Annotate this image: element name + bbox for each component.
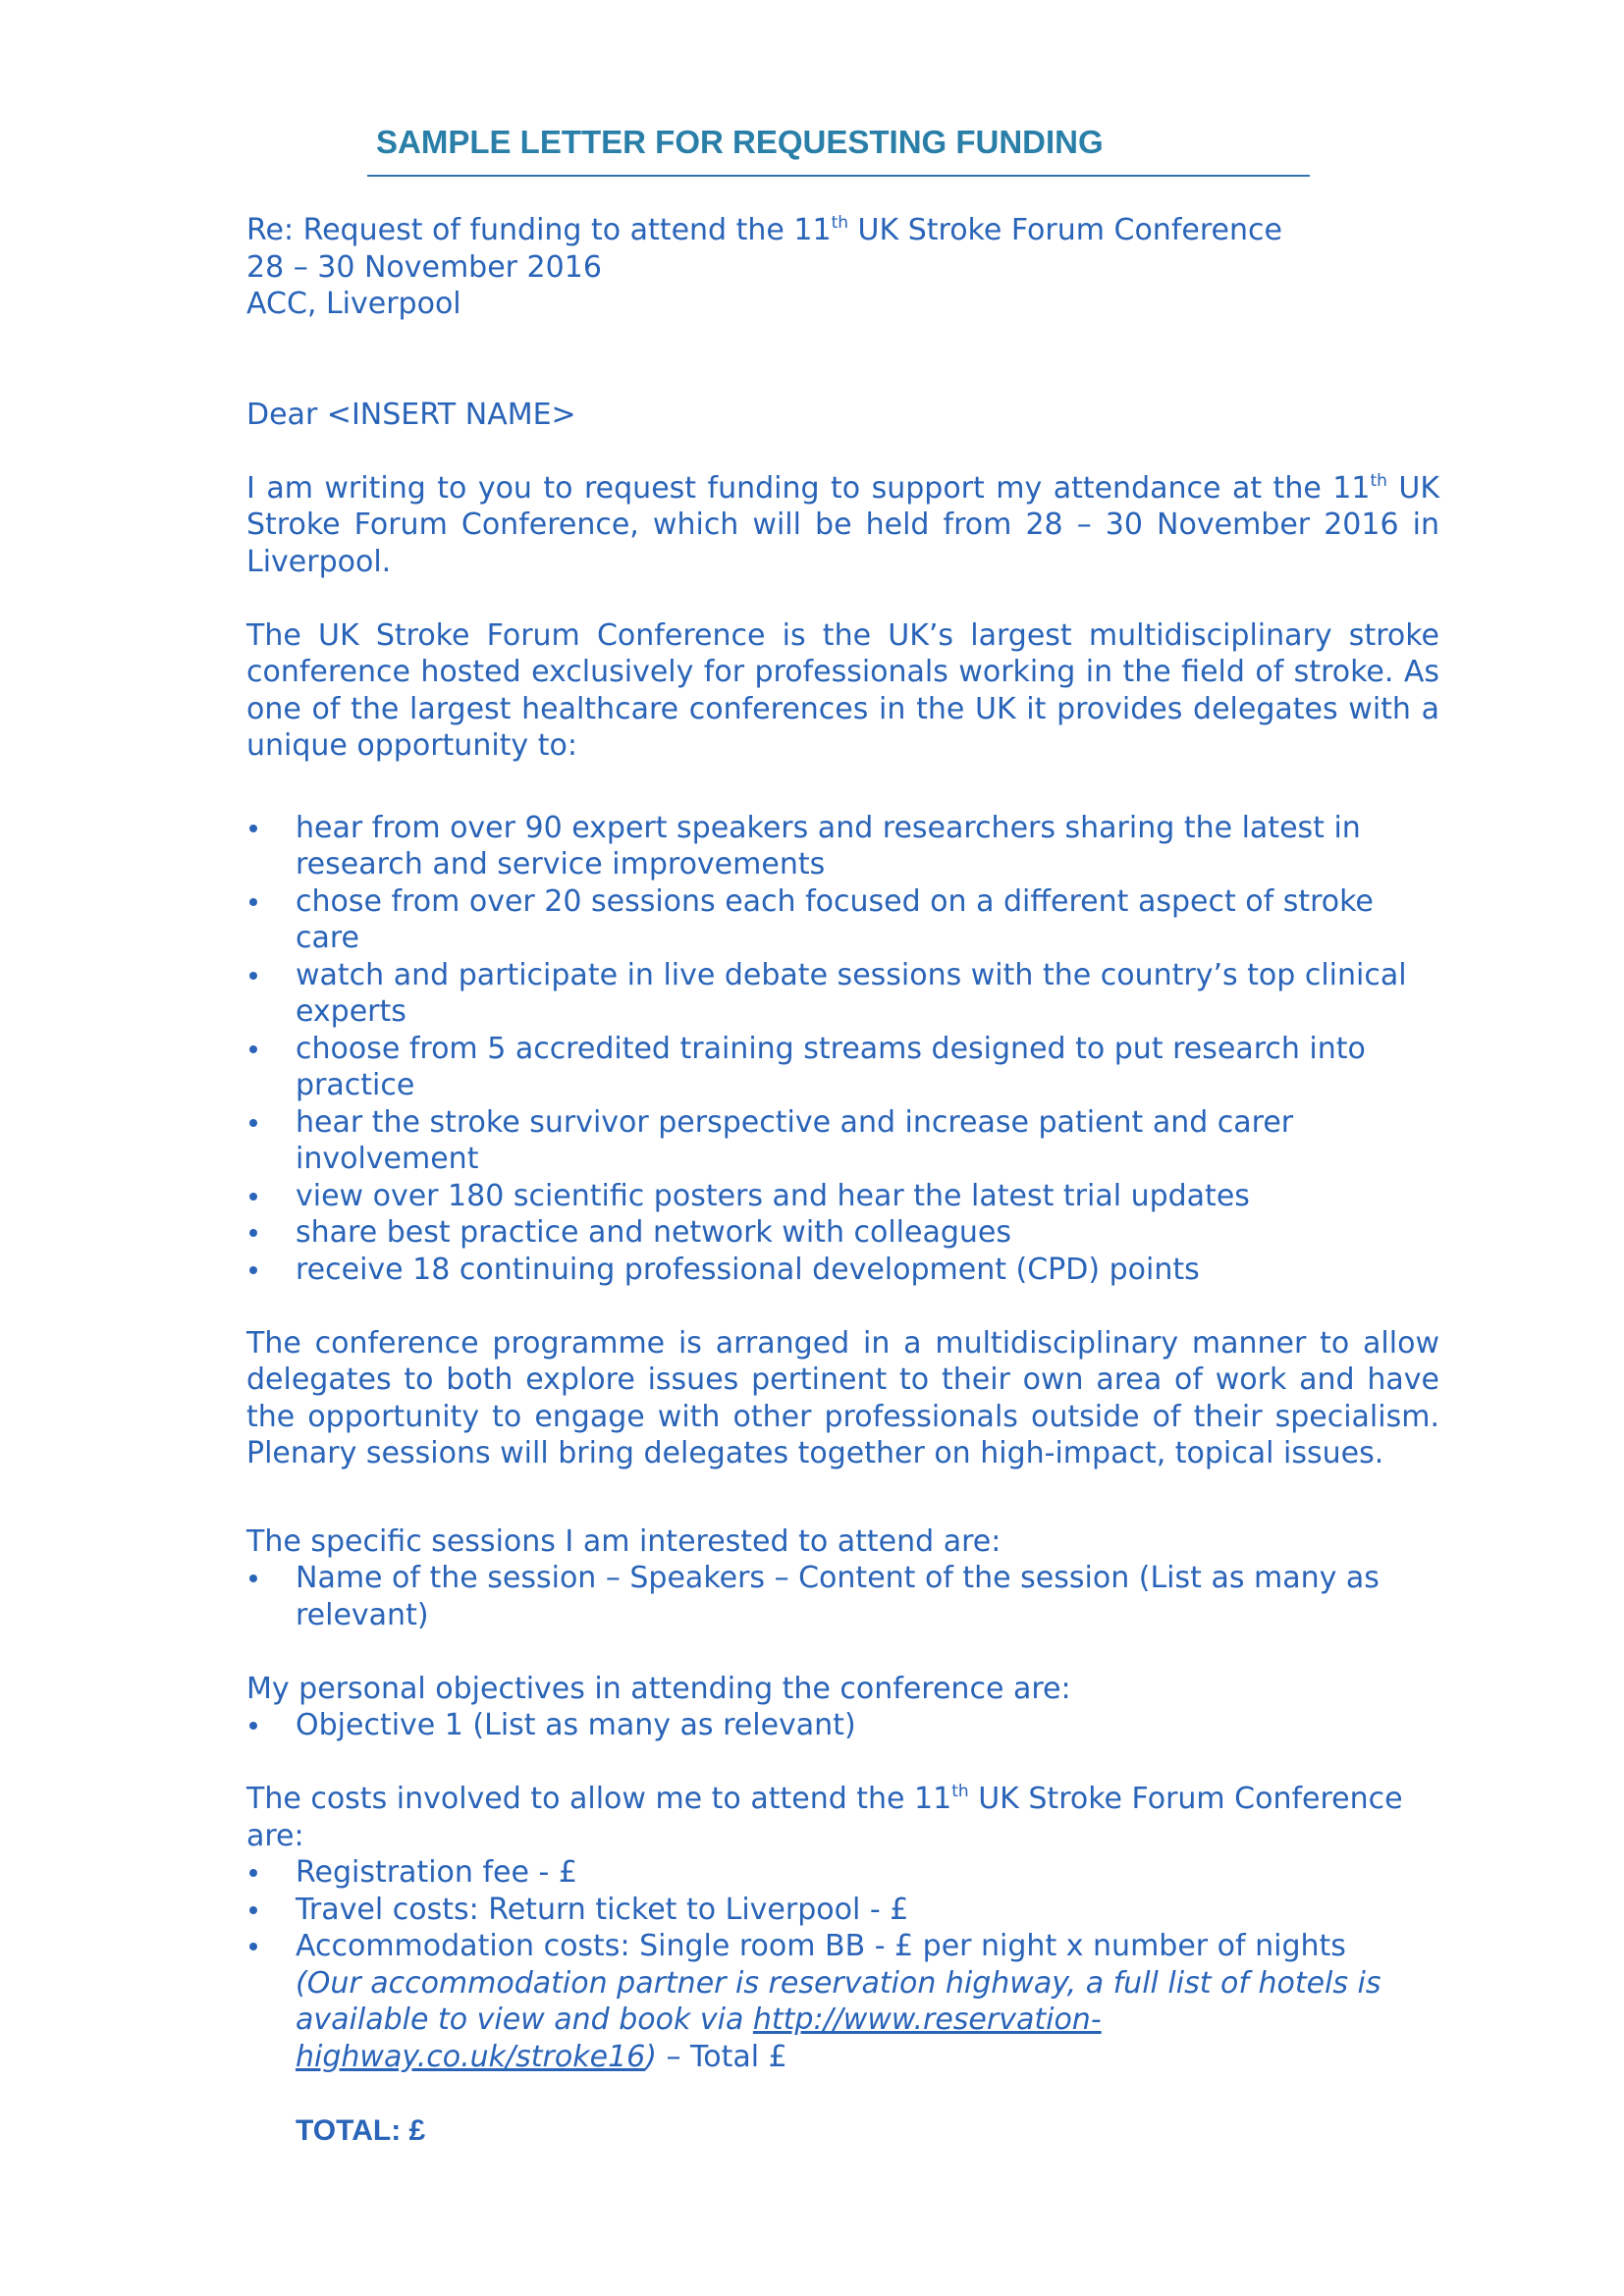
- document-title: SAMPLE LETTER FOR REQUESTING FUNDING: [376, 124, 1104, 160]
- sessions-list: [246, 1560, 1439, 1633]
- paragraph-intro: I am writing to you to request funding to support my attendance at the 11th UK Stroke Forum Conference, which will be held from 28 – 30 November 2016 in Liverpool.: [246, 470, 1439, 579]
- list-item: Travel costs: Return ticket to Liverpool - £: [246, 1892, 1439, 1929]
- paragraph-programme: The conference programme is arranged in a multidisciplinary manner to allow delegates to both explore issues pertinent to their own area of work and have the opportunity to engage with other professionals outside of their specialism. Plenary sessions will bring delegates together on high-impact, topical issues.: [246, 1325, 1439, 1470]
- list-item: choose from 5 accredited training streams designed to put research into practice: [246, 1031, 1439, 1104]
- paragraph-about: The UK Stroke Forum Conference is the UK’s largest multidisciplinary stroke conference hosted exclusively for professionals working in the field of stroke. As one of the largest healthcare conferences in the UK it provides delegates with a unique opportunity to:: [246, 617, 1439, 763]
- list-item: chose from over 20 sessions each focused on a different aspect of stroke care: [246, 883, 1439, 957]
- costs-list: [246, 1854, 1439, 2075]
- re-line-1: Re: Request of funding to attend the 11th UK Stroke Forum Conference: [246, 213, 1282, 247]
- costs-intro: The costs involved to allow me to attend the 11th UK Stroke Forum Conference are:: [246, 1782, 1403, 1853]
- list-item: view over 180 scientific posters and hear the latest trial updates: [246, 1178, 1439, 1215]
- list-item: hear from over 90 expert speakers and researchers sharing the latest in research and service improvements: [246, 810, 1439, 883]
- reservation-link[interactable]: http://www.reservation-highway.co.uk/stroke16: [296, 2002, 1102, 2074]
- list-item: hear the stroke survivor perspective and increase patient and carer involvement: [246, 1104, 1439, 1178]
- list-item: receive 18 continuing professional development (CPD) points: [246, 1252, 1439, 1289]
- list-item: watch and participate in live debate sessions with the country’s top clinical experts: [246, 957, 1439, 1031]
- salutation: Dear <INSERT NAME>: [246, 397, 576, 432]
- title-underline: [367, 175, 1310, 177]
- list-item: Registration fee - £: [246, 1854, 1439, 1892]
- list-item: Objective 1 (List as many as relevant): [246, 1707, 1439, 1744]
- objectives-list: [246, 1707, 1439, 1744]
- re-line-2: 28 – 30 November 2016: [246, 249, 602, 285]
- sessions-intro: The specific sessions I am interested to attend are:: [246, 1523, 1001, 1559]
- list-item: Accommodation costs: Single room BB - £ per night x number of nights (Our accommodation partner is reservation highway, a full list of hotels is available to view and book via http://www.reservation-highway.co.uk/stroke16) – Total £: [246, 1928, 1439, 2075]
- list-item: Name of the session – Speakers – Content of the session (List as many as relevant): [246, 1560, 1439, 1633]
- objectives-intro: My personal objectives in attending the conference are:: [246, 1671, 1071, 1706]
- re-line-3: ACC, Liverpool: [246, 287, 461, 321]
- total-line: TOTAL: £: [296, 2113, 426, 2147]
- benefits-list: [246, 810, 1439, 1289]
- letter-body: [246, 212, 1439, 2149]
- list-item: share best practice and network with colleagues: [246, 1214, 1439, 1252]
